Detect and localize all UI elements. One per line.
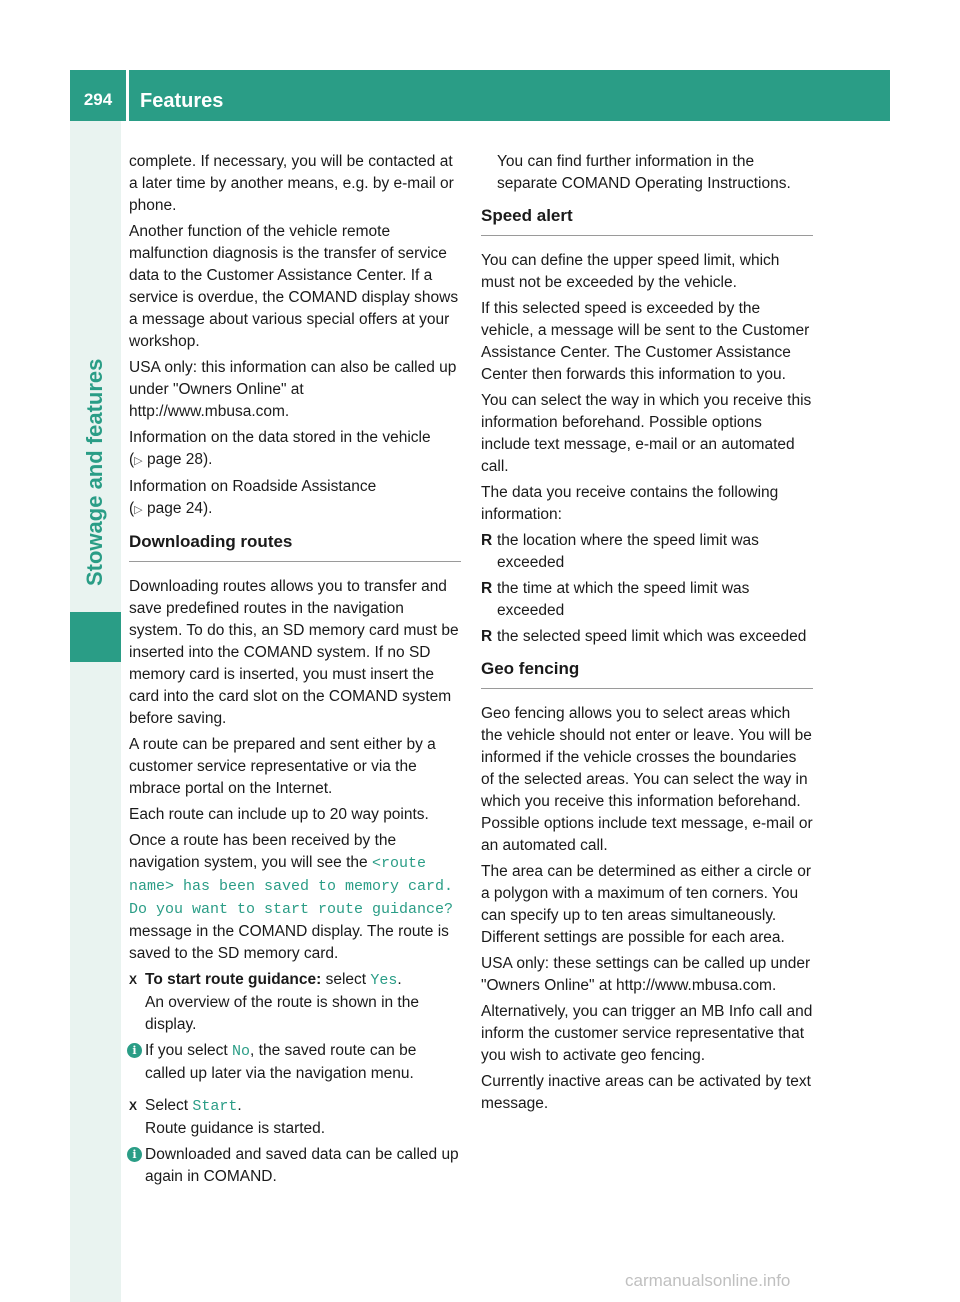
right-column [481, 151, 813, 1119]
paragraph-text: Information on Roadside Assistance [129, 478, 377, 495]
paragraph-page-ref [129, 427, 461, 472]
list-item [481, 530, 813, 574]
paragraph-with-display-message [129, 830, 461, 965]
menu-option-yes: Yes [370, 972, 398, 989]
paragraph-text: Once a route has been received by the navigation system, you will see the [129, 832, 397, 871]
side-tab-label: Stowage and features [82, 358, 107, 586]
display-message: <route name> has been saved to memory card. Do you want to start route guidance? [129, 855, 454, 918]
step-result: Route guidance is started. [145, 1120, 326, 1137]
note-text: , the saved route can be called up later via the navigation menu. [145, 1042, 417, 1082]
page-ref-arrow-icon: ▷ [134, 504, 143, 516]
paragraph: A route can be prepared and sent either by a customer service representative or via the mbrace portal on the Internet. [129, 736, 436, 797]
info-note [129, 1040, 461, 1085]
ref-open: ( [129, 500, 135, 517]
menu-option-start: Start [192, 1098, 238, 1115]
paragraph: Currently inactive areas can be activated by text message. [481, 1073, 811, 1112]
step-select-start [129, 1095, 461, 1140]
step-arrow-icon: X [129, 1099, 138, 1113]
menu-option-no: No [232, 1043, 251, 1060]
step-label: To start route guidance: [145, 971, 322, 988]
step-text: Select [145, 1097, 189, 1114]
note-text: If you select [145, 1042, 228, 1059]
step-punct: . [397, 971, 402, 988]
info-icon: i [127, 1043, 142, 1058]
step-result: An overview of the route is shown in the display. [145, 994, 419, 1033]
ref-open: ( [129, 451, 135, 468]
paragraph: Geo fencing allows you to select areas which the vehicle should not enter or leave. You will be informed if the vehicle crosses the boundaries of the selected areas. You can select the way in which you receive this information beforehand. Possible options include text message, e-mail or an automated call. [481, 705, 813, 854]
list-item [481, 578, 813, 622]
step-arrow-icon: X [129, 973, 138, 987]
paragraph-page-ref [129, 476, 461, 521]
paragraph: The data you receive contains the following information: [481, 484, 779, 523]
section-title: Features [140, 90, 224, 112]
heading-downloading-routes: Downloading routes [129, 531, 461, 562]
bullet-list [481, 530, 813, 648]
info-icon: i [127, 1147, 142, 1162]
paragraph: If this selected speed is exceeded by the vehicle, a message will be sent to the Customer Assistance Center. The Customer Assistance Center then forwards this information to you. [481, 300, 810, 383]
list-item-text: the time at which the speed limit was exceeded [497, 580, 750, 619]
step-start-route-guidance [129, 969, 461, 1036]
watermark: carmanualsonline.info [625, 1271, 791, 1290]
page-ref-link[interactable]: page 24). [146, 500, 213, 517]
info-note [129, 1144, 461, 1188]
paragraph: Alternatively, you can trigger an MB Info call and inform the customer service representative that you wish to activate geo fencing. [481, 1003, 813, 1064]
paragraph: You can define the upper speed limit, which must not be exceeded by the vehicle. [481, 252, 780, 291]
side-tab-marker [70, 612, 121, 662]
page-ref-arrow-icon: ▷ [134, 455, 143, 467]
paragraph: You can select the way in which you receive this information beforehand. Possible options include text message, e-mail or an automated call. [481, 392, 812, 475]
list-item-text: the selected speed limit which was exceeded [497, 628, 807, 645]
paragraph-text: message in the COMAND display. The route is saved to the SD memory card. [129, 923, 449, 962]
list-item-text: the location where the speed limit was exceeded [497, 532, 759, 571]
paragraph: You can find further information in the separate COMAND Operating Instructions. [497, 153, 791, 192]
bullet-icon: R [481, 580, 493, 597]
paragraph: USA only: this information can also be called up under "Owners Online" at http://www.mbusa.com. [129, 359, 457, 420]
header-divider [126, 70, 129, 121]
paragraph: The area can be determined as either a circle or a polygon with a maximum of ten corners. You can specify up to ten areas simultaneously. Different settings are possible for each area. [481, 863, 811, 946]
step-punct: . [237, 1097, 242, 1114]
note-text: Downloaded and saved data can be called up again in COMAND. [145, 1146, 459, 1185]
heading-speed-alert: Speed alert [481, 205, 813, 236]
page-ref-link[interactable]: page 28). [146, 451, 213, 468]
bullet-icon: R [481, 532, 493, 549]
paragraph: complete. If necessary, you will be contacted at a later time by another means, e.g. by e-mail or phone. [129, 153, 454, 214]
paragraph: USA only: these settings can be called up under "Owners Online" at http://www.mbusa.com. [481, 955, 811, 994]
paragraph-text: Information on the data stored in the vehicle [129, 429, 431, 446]
page-number: 294 [83, 90, 113, 109]
paragraph: Another function of the vehicle remote malfunction diagnosis is the transfer of service data to the Customer Assistance Center. If a service is overdue, the COMAND display shows a message about various special offers at your workshop. [129, 223, 459, 350]
heading-geo-fencing: Geo fencing [481, 658, 813, 689]
side-tab [70, 121, 121, 1302]
bullet-icon: R [481, 628, 493, 645]
left-column [129, 151, 461, 1198]
paragraph: Each route can include up to 20 way points. [129, 806, 429, 823]
step-text: select [325, 971, 367, 988]
list-item [481, 626, 813, 648]
paragraph: Downloading routes allows you to transfer and save predefined routes in the navigation system. To do this, an SD memory card must be inserted into the COMAND system. If no SD memory card is inserted, you must insert the card into the card slot on the COMAND system before saving. [129, 578, 459, 727]
